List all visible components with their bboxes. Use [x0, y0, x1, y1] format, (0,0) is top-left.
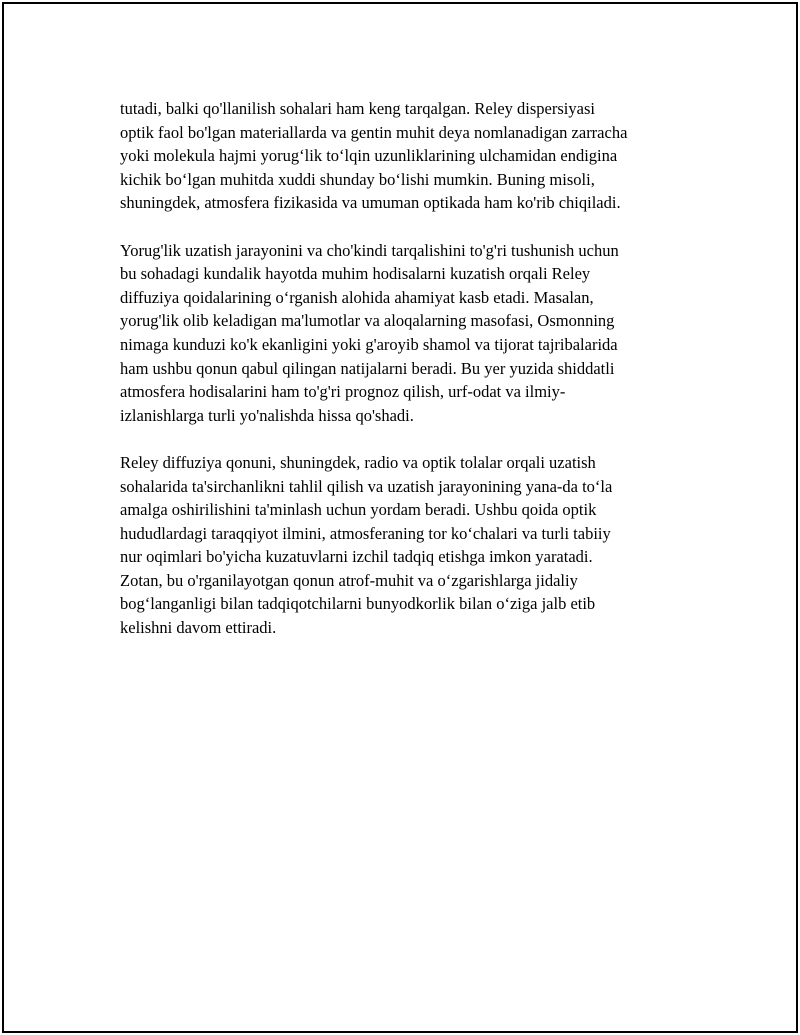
text-line: Zotan, bu o'rganilayotgan qonun atrof-muhit va o‘zgarishlarga jidaliy [120, 570, 578, 590]
text-line: kichik bo‘lgan muhitda xuddi shunday bo‘lishi mumkin. Buning misoli, [120, 169, 595, 189]
text-line: Reley diffuziya qonuni, shuningdek, radio va optik tolalar orqali uzatish [120, 452, 596, 472]
text-line: sohalarida ta'sirchanlikni tahlil qilish va uzatish jarayonining yana-da to‘la [120, 476, 613, 496]
text-line: izlanishlarga turli yo'nalishda hissa qo'shadi. [120, 405, 414, 425]
text-line: amalga oshirilishini ta'minlash uchun yordam beradi. Ushbu qoida optik [120, 500, 597, 520]
text-line: yoki molekula hajmi yorug‘lik to‘lqin uzunliklarining ulchamidan endigina [120, 146, 618, 166]
paragraph-2 [120, 239, 700, 428]
paragraph-3 [120, 451, 700, 640]
text-line: yorug'lik olib keladigan ma'lumotlar va aloqalarning masofasi, Osmonning [120, 311, 615, 331]
text-line: ham ushbu qonun qabul qilingan natijalarni beradi. Bu yer yuzida shiddatli [120, 358, 615, 378]
text-line: kelishni davom ettiradi. [120, 618, 277, 638]
page-frame [2, 2, 798, 1033]
paragraph-1 [120, 97, 700, 215]
text-line: nur oqimlari bo'yicha kuzatuvlarni izchil tadqiq etishga imkon yaratadi. [120, 547, 593, 567]
text-line: atmosfera hodisalarini ham to'g'ri prognoz qilish, urf-odat va ilmiy- [120, 382, 566, 402]
text-line: bu sohadagi kundalik hayotda muhim hodisalarni kuzatish orqali Reley [120, 264, 591, 284]
text-line: shuningdek, atmosfera fizikasida va umuman optikada ham ko'rib chiqiladi. [120, 193, 621, 213]
text-line: nimaga kunduzi ko'k ekanligini yoki g'aroyib shamol va tijorat tajribalarida [120, 334, 618, 354]
text-line: hududlardagi taraqqiyot ilmini, atmosferaning tor ko‘chalari va turli tabiiy [120, 523, 611, 543]
text-line: diffuziya qoidalarining o‘rganish alohida ahamiyat kasb etadi. Masalan, [120, 287, 594, 307]
text-line: Yorug'lik uzatish jarayonini va cho'kindi tarqalishini to'g'ri tushunish uchun [120, 240, 619, 260]
text-line: optik faol bo'lgan materiallarda va gentin muhit deya nomlanadigan zarracha [120, 122, 628, 142]
text-line: tutadi, balki qo'llanilish sohalari ham keng tarqalgan. Reley dispersiyasi [120, 99, 595, 118]
text-line: bog‘langanligi bilan tadqiqotchilarni bunyodkorlik bilan o‘ziga jalb etib [120, 594, 596, 614]
document-body [120, 97, 700, 663]
